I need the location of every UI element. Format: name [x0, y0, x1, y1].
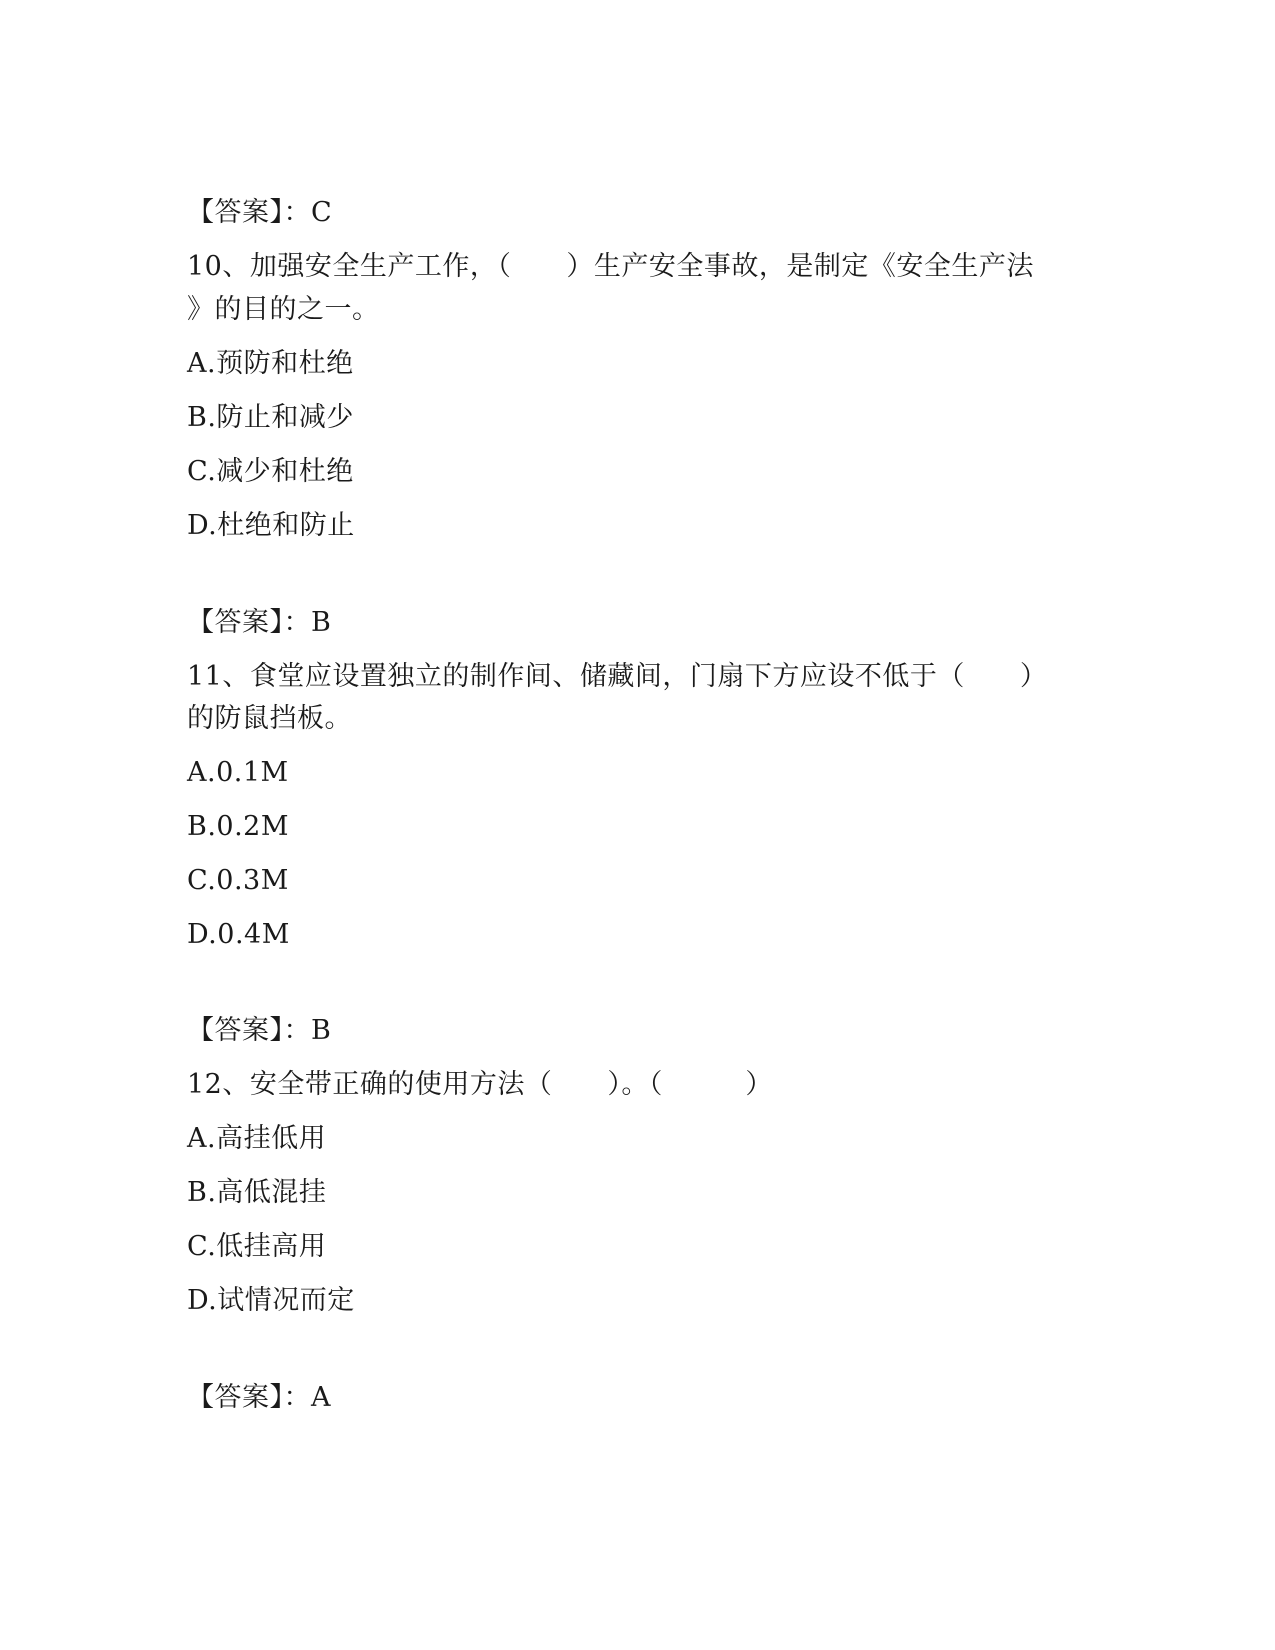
option-c: C.低挂高用: [187, 1231, 327, 1262]
option-b: B.防止和减少: [187, 402, 354, 433]
option-b: B.高低混挂: [187, 1177, 327, 1208]
option-a: A.预防和杜绝: [187, 348, 354, 379]
option-d: D.试情况而定: [187, 1285, 355, 1316]
option-b: B.0.2M: [187, 811, 290, 842]
option-a: A.0.1M: [187, 757, 289, 788]
question-stem-line: 12、安全带正确的使用方法（ ）。（ ）: [187, 1069, 773, 1100]
answer-previous: 【答案】：C: [187, 197, 333, 228]
option-d: D.0.4M: [187, 919, 290, 950]
answer: 【答案】：B: [187, 1015, 332, 1046]
question-stem-line: 11、食堂应设置独立的制作间、储藏间，门扇下方应设不低于（ ）: [187, 661, 1048, 692]
option-c: C.0.3M: [187, 865, 289, 896]
option-d: D.杜绝和防止: [187, 510, 355, 541]
question-stem-line: 10、加强安全生产工作，（ ）生产安全事故，是制定《安全生产法: [187, 251, 1034, 282]
option-c: C.减少和杜绝: [187, 456, 354, 487]
question-stem-line: 》的目的之一。: [187, 294, 380, 325]
answer: 【答案】：B: [187, 607, 332, 638]
question-stem-line: 的防鼠挡板。: [187, 703, 352, 734]
answer: 【答案】：A: [187, 1382, 331, 1413]
option-a: A.高挂低用: [187, 1123, 327, 1154]
